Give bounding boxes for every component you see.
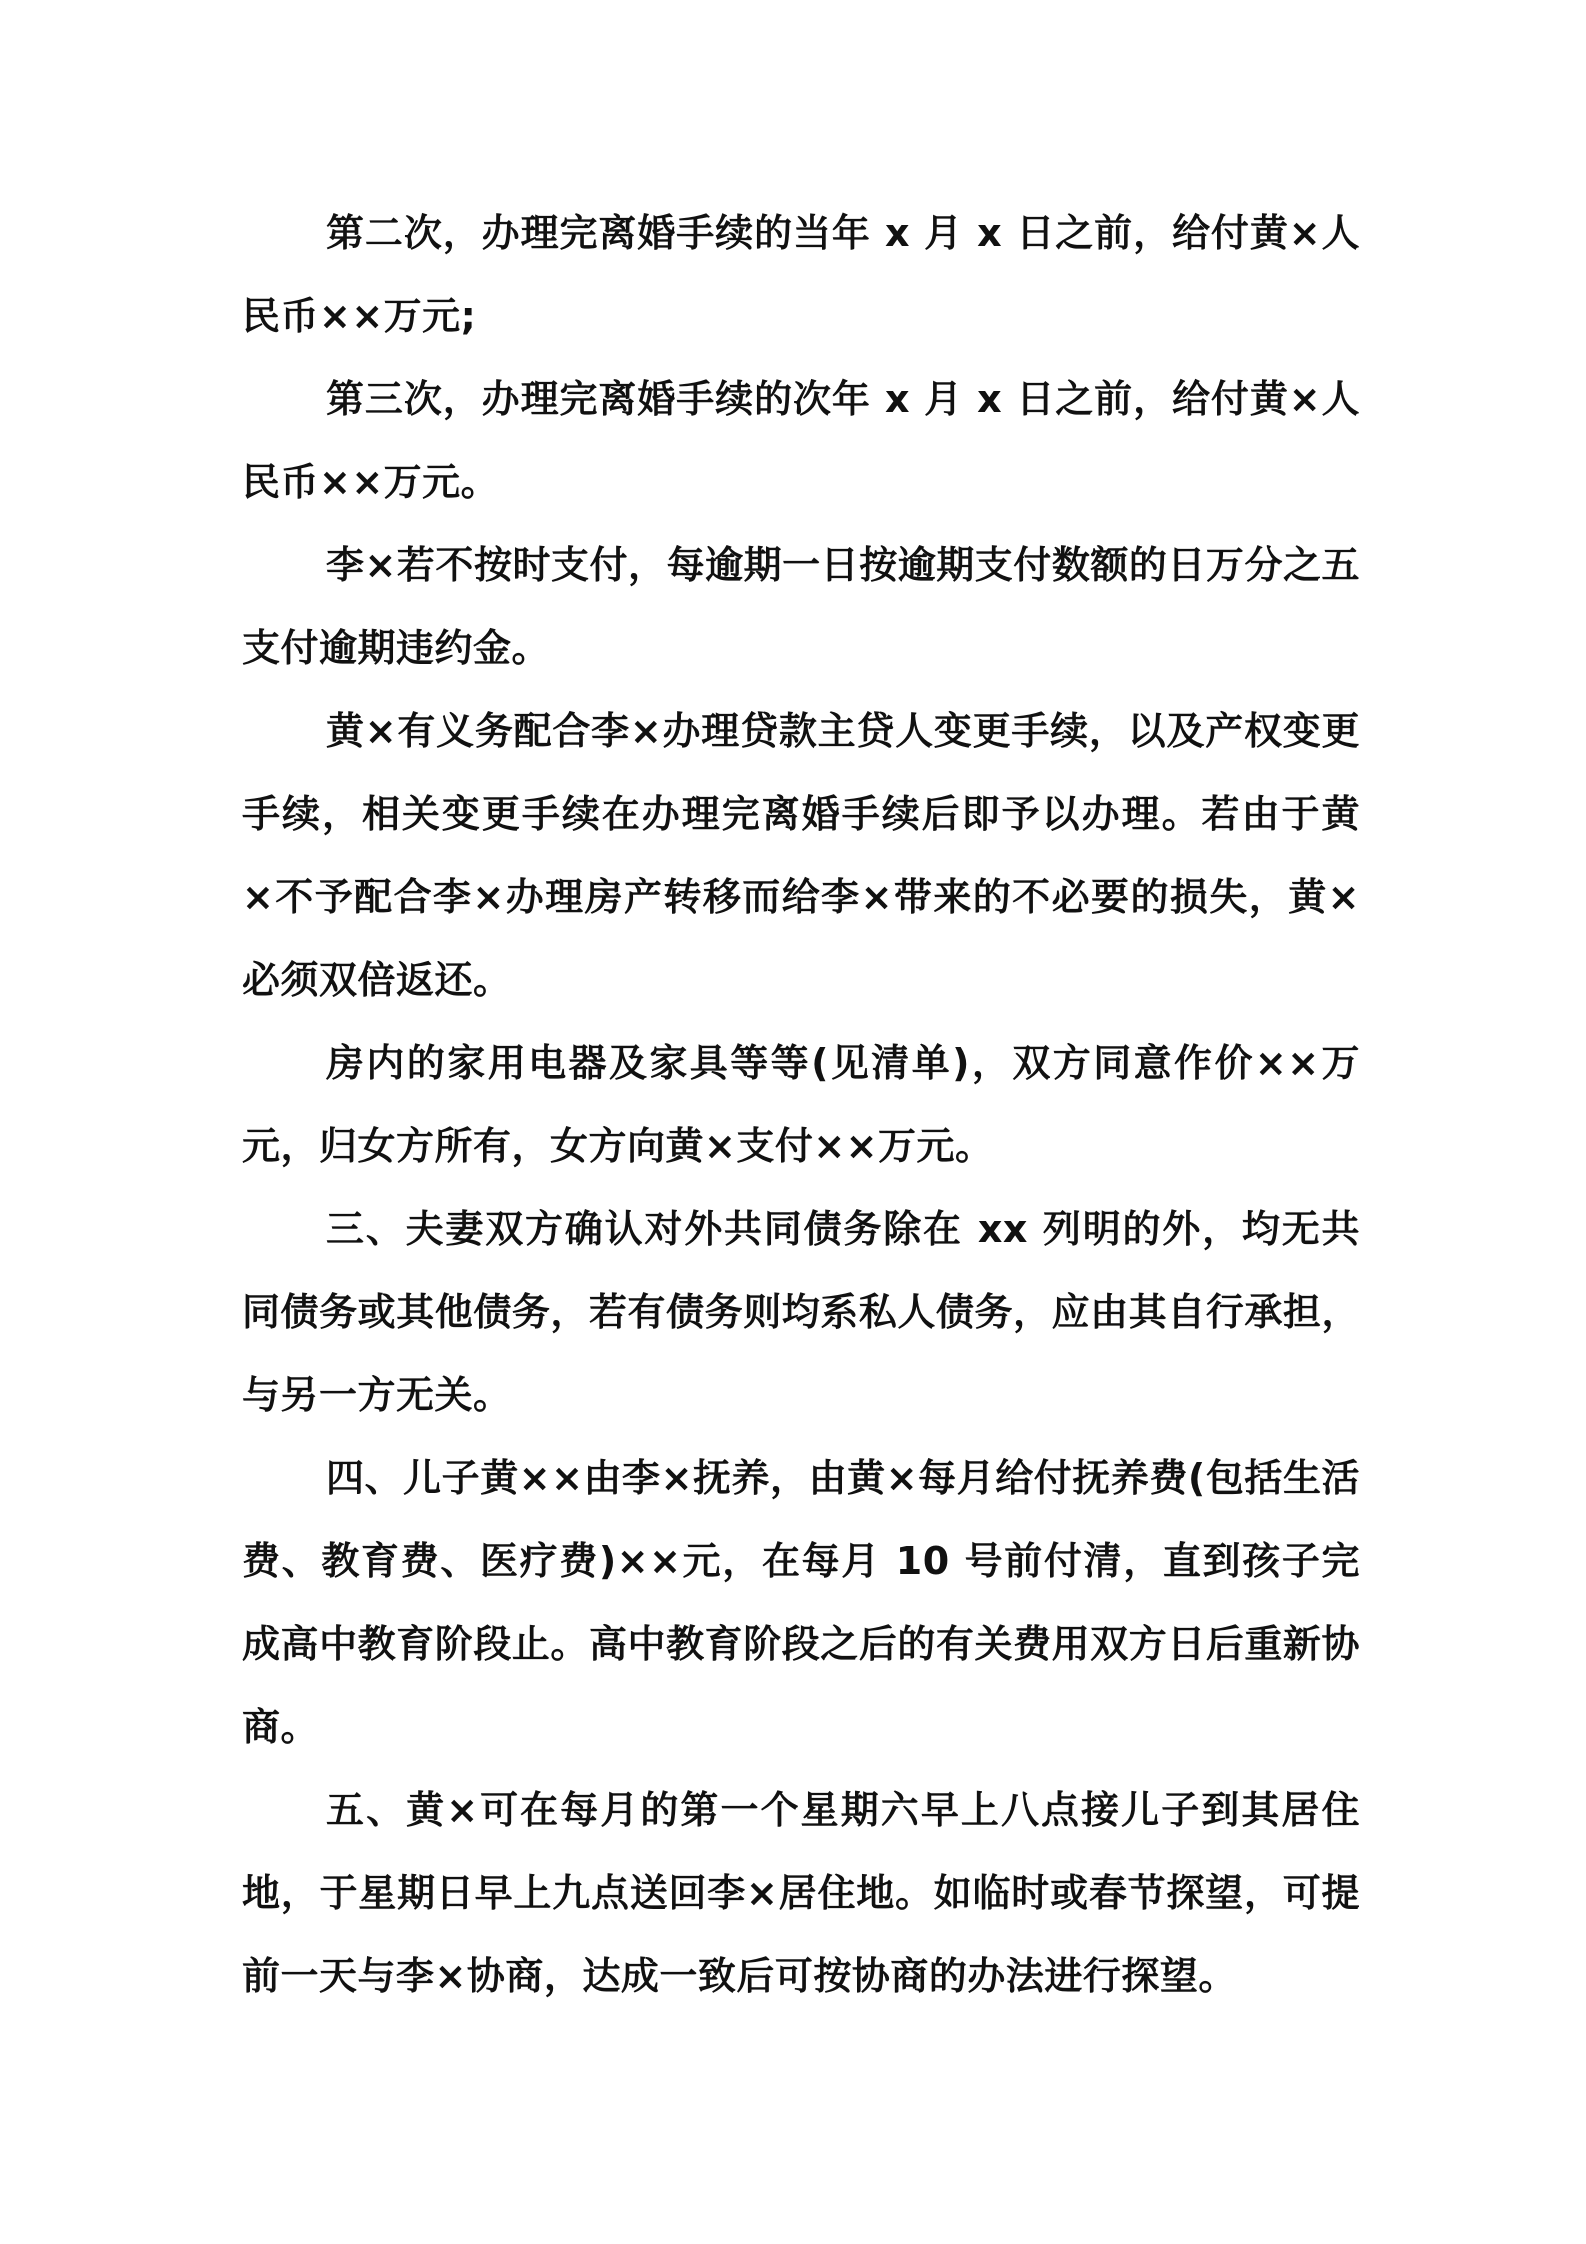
paragraph-late-penalty: 李×若不按时支付，每逾期一日按逾期支付数额的日万分之五支付逾期违约金。: [242, 543, 1360, 670]
paragraph-section-four-custody: 四、儿子黄××由李×抚养，由黄×每月给付抚养费(包括生活费、教育费、医疗费)××元，在每月 10 号前付清，直到孩子完成高中教育阶段止。高中教育阶段之后的有关费用双方日后重新协商。: [242, 1456, 1360, 1749]
paragraph-section-five-visitation: 五、黄×可在每月的第一个星期六早上八点接儿子到其居住地，于星期日早上九点送回李×居住地。如临时或春节探望，可提前一天与李×协商，达成一致后可按协商的办法进行探望。: [242, 1788, 1360, 1998]
paragraph-section-three-debts: 三、夫妻双方确认对外共同债务除在 xx 列明的外，均无共同债务或其他债务，若有债务则均系私人债务，应由其自行承担，与另一方无关。: [242, 1207, 1360, 1417]
paragraph-loan-transfer: 黄×有义务配合李×办理贷款主贷人变更手续，以及产权变更手续，相关变更手续在办理完离婚手续后即予以办理。若由于黄 ×不予配合李×办理房产转移而给李×带来的不必要的损失，黄×必须双倍返还。: [242, 709, 1399, 1002]
paragraph-third-payment: 第三次，办理完离婚手续的次年 x 月 x 日之前，给付黄×人民币××万元。: [242, 377, 1360, 504]
paragraph-furniture: 房内的家用电器及家具等等(见清单)，双方同意作价××万元，归女方所有，女方向黄×支付××万元。: [242, 1041, 1360, 1168]
document-page: [242, 192, 1399, 2018]
paragraph-second-payment: 第二次，办理完离婚手续的当年 x 月 x 日之前，给付黄×人民币××万元;: [242, 211, 1360, 338]
